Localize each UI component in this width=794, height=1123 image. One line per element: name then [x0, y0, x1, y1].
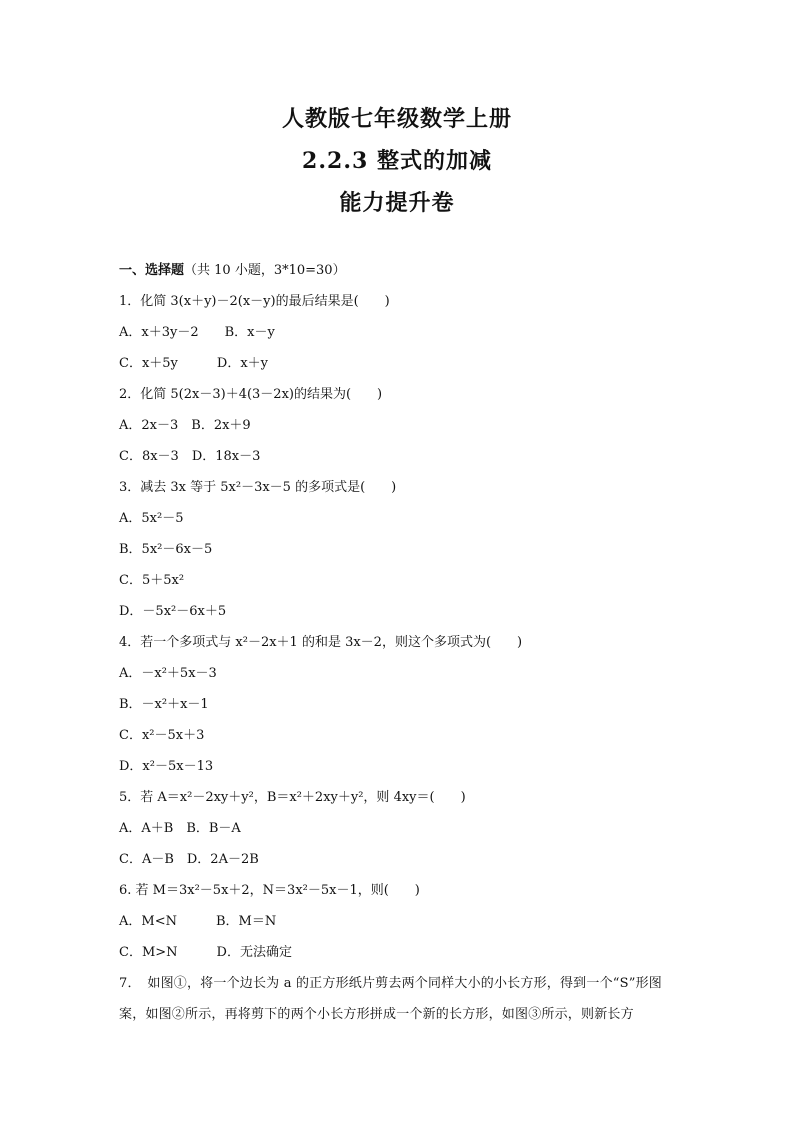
question-option: D．－5x²－6x＋5 [119, 604, 227, 619]
question-option: A．M<N B．M＝N [119, 914, 277, 929]
question-option: A．－x²＋5x－3 [119, 666, 217, 681]
section-head-note: （共 10 小题，3*10=30） [184, 263, 346, 278]
title-block [0, 98, 794, 224]
question-seven-text: 7． 如图①，将一个边长为 a 的正方形纸片剪去两个同样大小的小长方形，得到一个“S”形图案，如图②所示，再将剪下的两个小长方形拼成一个新的长方形，如图③所示，则新长方 [119, 976, 662, 1022]
question-stem: 5．若 A＝x²－2xy＋y²，B＝x²＋2xy＋y²，则 4xy＝( ) [119, 790, 466, 805]
question-stem: 2．化简 5(2x－3)＋4(3－2x)的结果为( ) [119, 387, 383, 402]
question-option: D．x²－5x－13 [119, 759, 214, 774]
question-option: B．－x²＋x－1 [119, 697, 209, 712]
section-head-label: 一、选择题 [119, 263, 185, 278]
question-stem: 1．化简 3(x＋y)－2(x－y)的最后结果是( ) [119, 294, 390, 309]
question-option: C．x＋5y D．x＋y [119, 356, 268, 371]
title-subtitle: 能力提升卷 [339, 190, 455, 216]
question-option: A．5x²－5 [119, 511, 184, 526]
question-stem: 4．若一个多项式与 x²－2x＋1 的和是 3x－2，则这个多项式为( ) [119, 635, 523, 650]
section-heading [119, 255, 679, 286]
question-option: B．5x²－6x－5 [119, 542, 213, 557]
question-stem: 6. 若 M＝3x²－5x＋2，N＝3x²－5x－1，则( ) [119, 883, 420, 898]
question-stem: 3．减去 3x 等于 5x²－3x－5 的多项式是( ) [119, 480, 397, 495]
question-content [119, 255, 679, 1030]
title-main: 人教版七年级数学上册 [281, 106, 512, 132]
question-option: C．A－B D．2A－2B [119, 852, 259, 867]
question-option: A．x＋3y－2 B．x－y [119, 325, 275, 340]
title-section: 2.2.3 整式的加减 [302, 148, 492, 174]
question-option: C．M>N D．无法确定 [119, 945, 292, 960]
question-option: A．2x－3 B．2x＋9 [119, 418, 251, 433]
question-option: A．A＋B B．B－A [119, 821, 241, 836]
question-option: C．x²－5x＋3 [119, 728, 205, 743]
question-option: C．8x－3 D．18x－3 [119, 449, 261, 464]
question-option: C．5＋5x² [119, 573, 185, 588]
